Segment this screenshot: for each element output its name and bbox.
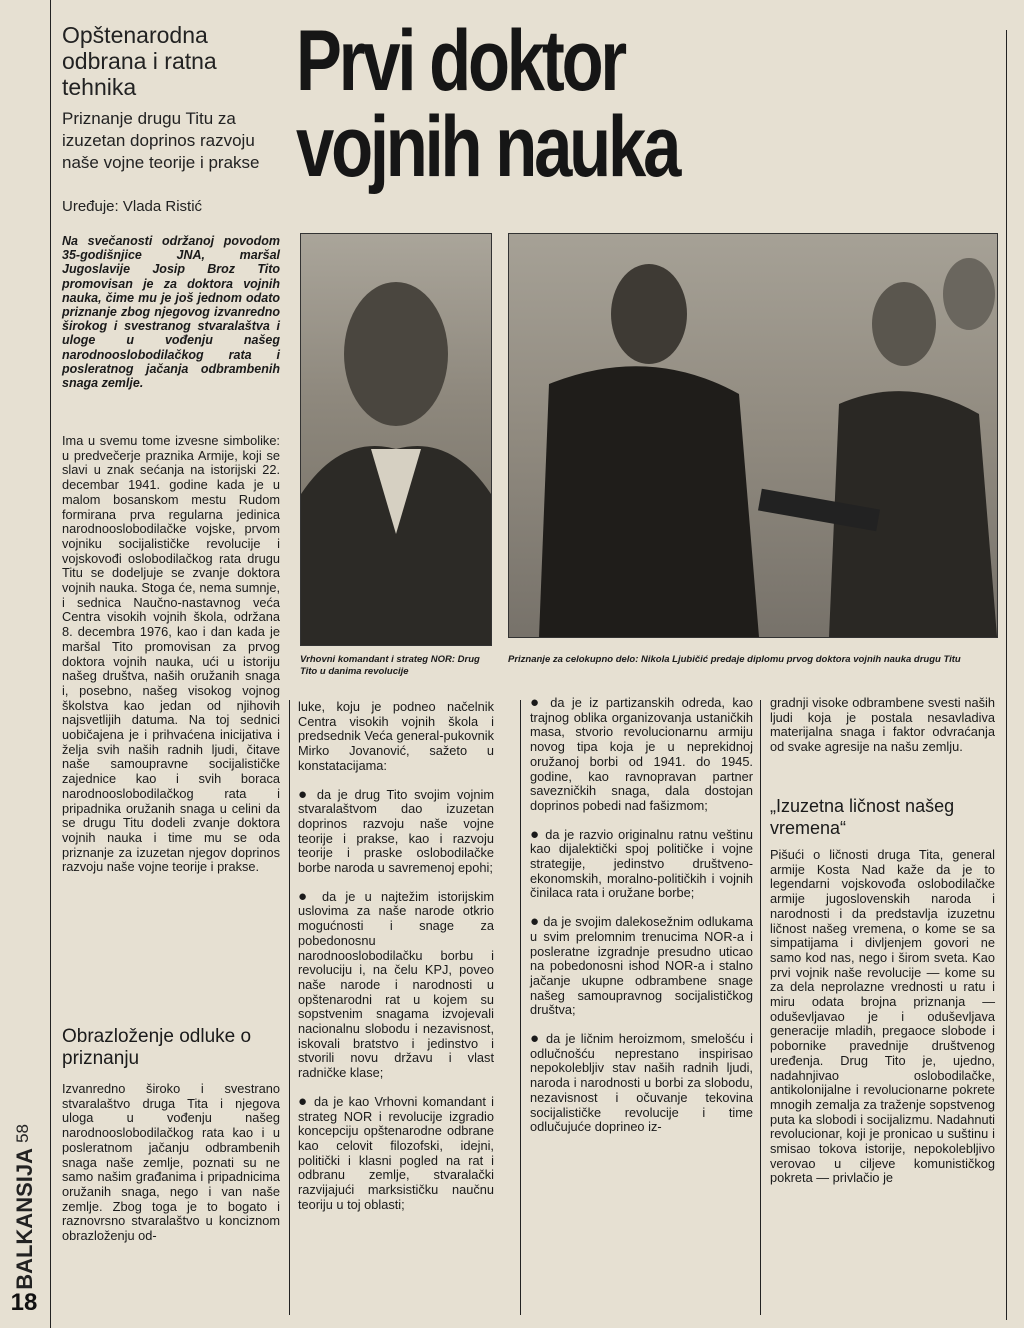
bullet-item bbox=[530, 825, 753, 902]
magazine-spine-logo bbox=[4, 1088, 42, 1318]
issue-number: 58 bbox=[13, 1124, 32, 1143]
subheading-rationale: Obrazloženje odluke o priznanju bbox=[62, 1026, 252, 1069]
section-editor: Uređuje: Vlada Ristić bbox=[62, 198, 203, 215]
bullet-marker: ● bbox=[530, 1030, 541, 1048]
subheading-exceptional-person: „Izuzetna ličnost našeg vremena“ bbox=[770, 796, 955, 838]
caption-photo-2: Priznanje za celokupno delo: Nikola Ljubičić predaje diplomu prvog doktora vojnih nauka drugu Titu bbox=[508, 654, 961, 665]
photo-tito-portrait bbox=[300, 233, 492, 646]
bullet-item bbox=[530, 1032, 753, 1135]
right-margin-rule bbox=[1006, 30, 1007, 1320]
bullet-marker: ● bbox=[530, 913, 540, 931]
lead-paragraph: Na svečanosti održanoj povodom 35-godišnjice JNA, maršal Jugoslavije Josip Broz Tito promovisan je za doktora vojnih nauka, čime mu je još jednom odato priznanje zbog njegovog izvanredno širokog i svestranog stvaralaštva i uloge u vođenju našeg narodnooslobodilačkog rata i posleratnog jačanja odbrambenih snaga zemlje. bbox=[62, 234, 280, 391]
headline-line-1: Prvi doktor bbox=[296, 13, 624, 109]
article-column-4-continued: Pišući o ličnosti druga Tita, general armije Kosta Nad kaže da je to legendarni vojskovođa oslobodilačke armije jugoslovenskih naroda i narodnosti i da predstavlja izuzetnu ličnost našeg vremena, o kome se sa simpatijama i divljenjem govori ne samo kod nas, nego i širom sveta. Kao prvi vojnik naše revolucije — kome su za dela neprolazne vrednosti u ratu i miru odata brojna priznanja — oduševljavao je i oduševljava generacije mladih, pregaoce slobode i pobornike pravednije društvenog uređenja. Drug Tito je, ujedno, nadahnjivao oslobodilačke, antikolonijalne i revolucionarne pokrete mnogih zemalja za traženje sopstvenog puta ka slobodi i socijalizmu. Nadahnuti revolucionar, koji je pronicao u suštinu i smisao tokova istorije, nepokolebljivo verovao u ciljeve komunističkog pokreta — privlačio je bbox=[770, 847, 995, 1186]
bullet-item bbox=[298, 887, 494, 1081]
column-rule-3 bbox=[760, 700, 761, 1315]
article-column-1: Ima u svemu tome izvesne simbolike: u predvečerje praznika Armije, koji se slavi u znak sećanja na istorijski 22. decembar 1941. godine kada je u malom bosanskom mestu Rudom formirana prva regularna jedinica narodnooslobodilačke vojske, prvom vojniku socijalističke revolucije i vojskovođi oslobodilačkog rata drugu Titu se dodeljuje se zvanje doktora vojnih nauka. Stoga će, nema sumnje, i sednica Naučno-nastavnog veća Centra visokih vojnih škola, održana 8. decembra 1976, kao i dan kada je maršal Tito promovisan za prvog doktora vojnih nauka, ući u istoriju našeg društva, naših oružanih snaga i, posebno, našeg visokog vojnog školstva kao jedan od njihovih najsvetlijih datuma. Na toj sednici uobičajena je i prihvaćena inicijativa i želja svih naših radnih ljudi, čitave naše samoupravne socijalističke zajednice kao i svih boraca narodnooslobodilačkog rata i pripadnika oružanih snaga u celini da se drugu Titu dodeli zvanje doktora vojnih nauka i time mu se oda priznanje za izuzetan njegov doprinos razvoju naše vojne teorije i prakse. bbox=[62, 433, 280, 875]
bullet-marker: ● bbox=[298, 887, 313, 905]
bullet-marker: ● bbox=[298, 785, 311, 803]
bullet-marker: ● bbox=[530, 825, 541, 843]
photo-diploma-ceremony bbox=[508, 233, 998, 638]
bullet-item bbox=[530, 915, 753, 1018]
bullet-item bbox=[530, 696, 753, 814]
section-subtitle: Priznanje drugu Titu za izuzetan doprinos razvoju naše vojne teorije i prakse bbox=[62, 109, 260, 172]
bullet-item bbox=[298, 1092, 494, 1213]
headline-line-2: vojnih nauka bbox=[296, 99, 679, 195]
bullet-item bbox=[298, 785, 494, 876]
article-column-1-continued: Izvanredno široko i svestrano stvaralaštvo druga Tita i njegova uloga u vođenju našeg narodnooslobodilačkog rata kao i u posleratnom jačanju odbrambenih snaga naše zemlje, poznati su ne samo našim građanima i pripadnicima oružanih snaga, nego i van naše zemlje. Zbog toga je to bogato i raznovrsno stvaralaštvo u konciznom obrazloženju od- bbox=[62, 1081, 280, 1244]
caption-photo-1: Vrhovni komandant i strateg NOR: Drug Tito u danima revolucije bbox=[300, 654, 480, 677]
bullet-text: da je iz partizanskih odreda, kao trajnog oblika organizovanja ustaničkih masa, stvorio revolucionarnu armiju novog tipa koja je u neprekidnoj oružanoj borbi od 1941. do 1945. godine, kao ravnopravan partner savezničkih snaga, dala dostojan doprinos pobedi nad fašizmom; bbox=[530, 695, 754, 813]
bullet-text: da je svojim dalekosežnim odlukama u svim prelomnim trenucima NOR-a i posleratne izgradnje presudno uticao na pobedonosni ishod NOR-a i stalno jačanje ukupne odbrambene snage našeg samoupravnog socijalističkog društva; bbox=[530, 914, 753, 1018]
bullet-text: da je razvio originalnu ratnu veštinu kao dijalektički spoj političke i vojne strategije, jedinstvo društveno-ekonomskih, moralno-političkih i vojnih činilaca rata i oružane borbe; bbox=[530, 826, 753, 901]
portrait-illustration bbox=[301, 234, 491, 645]
bullet-text: da je drug Tito svojim vojnim stvaralaštvom dao izuzetan doprinos razvoju naše vojne teorije i prakse, kao i razvoju teorije i praske oslobodilačke borbe naroda u savremenoj epohi; bbox=[298, 786, 494, 876]
column-2-intro: luke, koju je podneo načelnik Centra visokih vojnih škola i predsednik Veća general-pukovnik Mirko Jovanović, sažeto u konstatacijama: bbox=[298, 699, 494, 773]
bullet-text: da je kao Vrhovni komandant i strateg NOR i revolucije izgradio koncepciju opštenarodne odbrane kao celovit filozofski, idejni, politički i klasni pogled na rat i odbranu zemlje, stvaralački razvijajući marksističku naučnu teoriju u toj oblasti; bbox=[298, 1093, 494, 1212]
bullet-marker: ● bbox=[530, 694, 543, 711]
article-column-3 bbox=[530, 696, 753, 1135]
section-category: Opštenarodna odbrana i ratna tehnika bbox=[62, 22, 217, 100]
article-column-2 bbox=[298, 700, 494, 1213]
bullet-text: da je u najtežim istorijskim uslovima za naše narode otkrio mogućnosti i snage za pobedonosnu narodnooslobodilačku borbu i revoluciju i, na čelu KPJ, poveo naše narode i narodnosti u opštenarodni rat u kojem su sopstvenim snagama izvojevali nacionalnu slobodu i nezavisnost, iskovali bratstvo i jedinstvo i stvorili novu državu i vlast radničke klase; bbox=[298, 888, 494, 1081]
left-margin-rule bbox=[50, 0, 51, 1328]
column-rule-2 bbox=[520, 700, 521, 1315]
magazine-name: BALKANSIJA bbox=[12, 1148, 37, 1290]
bullet-text: da je ličnim heroizmom, smelošću i odlučnošću neprestano inspirisao nepokolebljiv stav naših radnih ljudi, naroda i narodnosti u borbi za slobodu, nezavisnost i očuvanje tekovina socijalističke revolucije i time odlučujuće doprineo iz- bbox=[530, 1031, 753, 1135]
headline bbox=[296, 13, 864, 195]
bullet-marker: ● bbox=[298, 1092, 309, 1110]
column-rule-1 bbox=[289, 700, 290, 1315]
page-number: 18 bbox=[10, 1289, 38, 1316]
ceremony-illustration bbox=[509, 234, 997, 637]
article-column-4: gradnji visoke odbrambene svesti naših ljudi koja je postala nesavladiva materijalna snaga i faktor odvraćanja od svake agresije na našu zemlju. bbox=[770, 695, 995, 755]
